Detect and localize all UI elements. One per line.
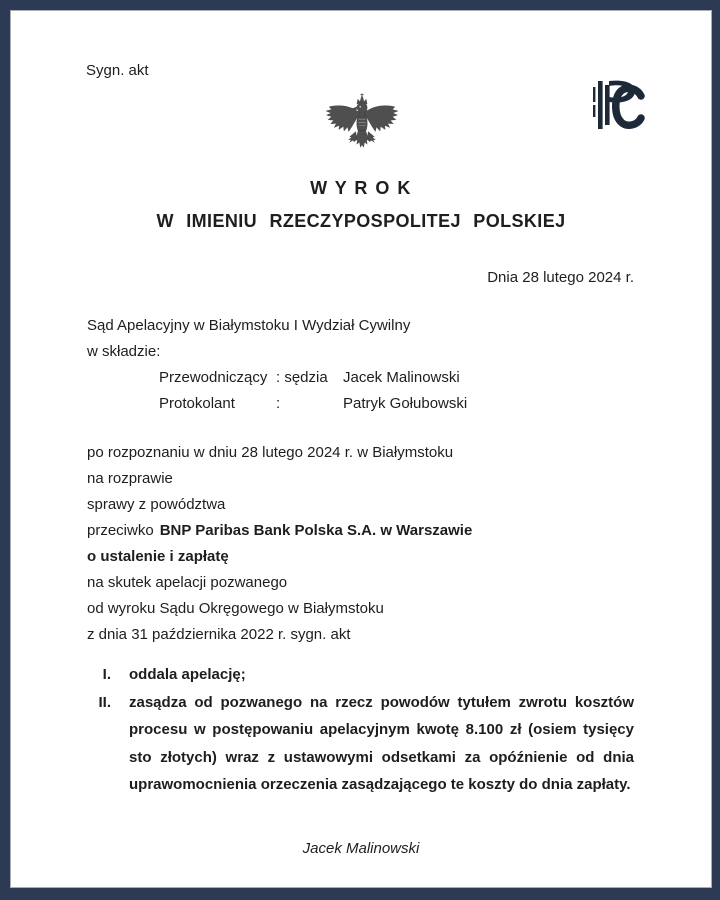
panel-role: Przewodniczący [159,369,268,386]
recital-line [87,518,641,544]
document-page [10,10,712,888]
recital-line [87,622,641,648]
pc-monogram-logo-icon [592,77,646,135]
ruling-text: zasądza od pozwanego na rzecz powodów tytułem zwrotu kosztów procesu w postępowaniu apelacyjnym kwotę 8.100 zł (osiem tysięcy sto złotych) wraz z ustawowymi odsetkami za opóźnienie od dnia uprawomocnienia orzeczenia zasądzającego te koszty do dnia zapłaty. [129,693,634,793]
polish-eagle-emblem-icon [326,93,398,166]
ruling-text: oddala apelację; [129,666,246,683]
recitals-block [87,440,641,648]
recital-line [87,492,641,518]
judge-signature: Jacek Malinowski [302,840,420,857]
composition-label: w składzie: [87,343,161,360]
panel-row [87,365,641,391]
recital-plain-text: sprawy z powództwa [87,496,226,513]
ruling-item [87,661,634,689]
judgment-date: Dnia 28 lutego 2024 r. [487,269,634,286]
recital-plain-text: od wyroku Sądu Okręgowego w Białymstoku [87,600,384,617]
ruling-number: II. [98,693,111,711]
panel-separator: : [276,395,281,412]
panel-name: Patryk Gołubowski [343,395,468,412]
court-composition-block [87,313,641,417]
recital-bold-text: BNP Paribas Bank Polska S.A. w Warszawie [159,522,473,539]
panel-name: Jacek Malinowski [343,369,460,386]
recital-plain-text: przeciwko [87,522,154,539]
judgment-subtitle: W IMIENIU RZECZYPOSPOLITEJ POLSKIEJ [156,211,566,231]
recital-line [87,466,641,492]
panel-separator: : sędzia [276,369,328,386]
recital-plain-text: po rozpoznaniu w dniu 28 lutego 2024 r. w Białymstoku [87,444,454,461]
case-ref-label: Sygn. akt [86,62,149,79]
recital-line [87,596,641,622]
court-name: Sąd Apelacyjny w Białymstoku I Wydział Cywilny [87,317,411,334]
recital-line [87,544,641,570]
recital-plain-text: z dnia 31 października 2022 r. sygn. akt [87,626,351,643]
rulings-list [87,661,634,799]
ruling-item [87,689,634,799]
judgment-title: W Y R O K [310,178,412,198]
panel-rows [87,365,641,417]
recital-plain-text: na rozprawie [87,470,173,487]
panel-indent [87,391,159,417]
panel-row [87,391,641,417]
panel-indent [87,365,159,391]
recital-plain-text: na skutek apelacji pozwanego [87,574,288,591]
recital-line [87,440,641,466]
panel-role: Protokolant [159,395,235,412]
recital-bold-text: o ustalenie i zapłatę [87,548,229,565]
ruling-number: I. [102,666,111,683]
recital-line [87,570,641,596]
